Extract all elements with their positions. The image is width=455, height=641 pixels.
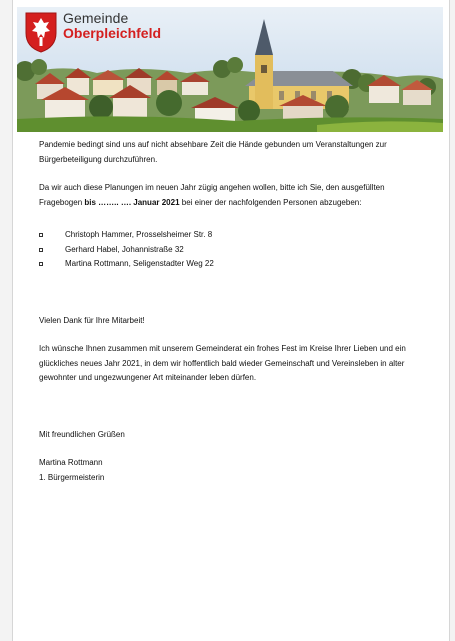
letter-body — [39, 138, 429, 485]
list-item — [39, 243, 429, 258]
paragraph-wishes: Ich wünsche Ihnen zusammen mit unserem Gemeinderat ein frohes Fest im Kreise Ihrer Lieben und ein glückliches neues Jahr 2021, in dem wir hoffentlich bald wieder Gemeinschaft und Vereinsleben in alter gewohnter und ungezwungener Art miteinander leben dürfen. — [39, 344, 406, 382]
coat-of-arms-icon — [23, 11, 59, 53]
thanks-line: Vielen Dank für Ihre Mitarbeit! — [39, 315, 145, 325]
signer-title: 1. Bürgermeisterin — [39, 472, 105, 482]
closing-line: Mit freundlichen Grüßen — [39, 429, 125, 439]
paragraph-pandemic: Pandemie bedingt sind uns auf nicht absehbare Zeit die Hände gebunden um Veranstaltungen zur Bürgerbeteiligung durchzuführen. — [39, 140, 387, 164]
list-item — [39, 228, 429, 243]
logo-title-line2: Oberpleichfeld — [63, 25, 162, 41]
list-item — [39, 257, 429, 272]
paragraph-request — [39, 181, 429, 210]
logo-title-line1: Gemeinde — [63, 10, 129, 26]
bullet-icon — [39, 233, 43, 237]
contact-list — [39, 228, 429, 272]
contact-entry: Gerhard Habel, Johannistraße 32 — [65, 244, 184, 254]
deadline-text: bis …….. …. Januar 2021 — [84, 197, 180, 207]
request-text-start: Da wir auch diese Planungen im neuen Jahr zügig angehen wollen, bitte ich Sie, den ausgefüllten Fragebogen — [39, 183, 385, 207]
signer-name: Martina Rottmann — [39, 458, 103, 467]
contact-entry: Martina Rottmann, Seligenstadter Weg 22 — [65, 259, 214, 268]
bullet-icon — [39, 248, 43, 252]
municipality-logo — [23, 11, 161, 53]
request-text-end: bei einer der nachfolgenden Personen abzugeben: — [179, 197, 362, 207]
bullet-icon — [39, 262, 43, 266]
contact-entry: Christoph Hammer, Prosselsheimer Str. 8 — [65, 230, 213, 239]
document-page — [12, 0, 450, 641]
header-banner — [17, 7, 443, 132]
